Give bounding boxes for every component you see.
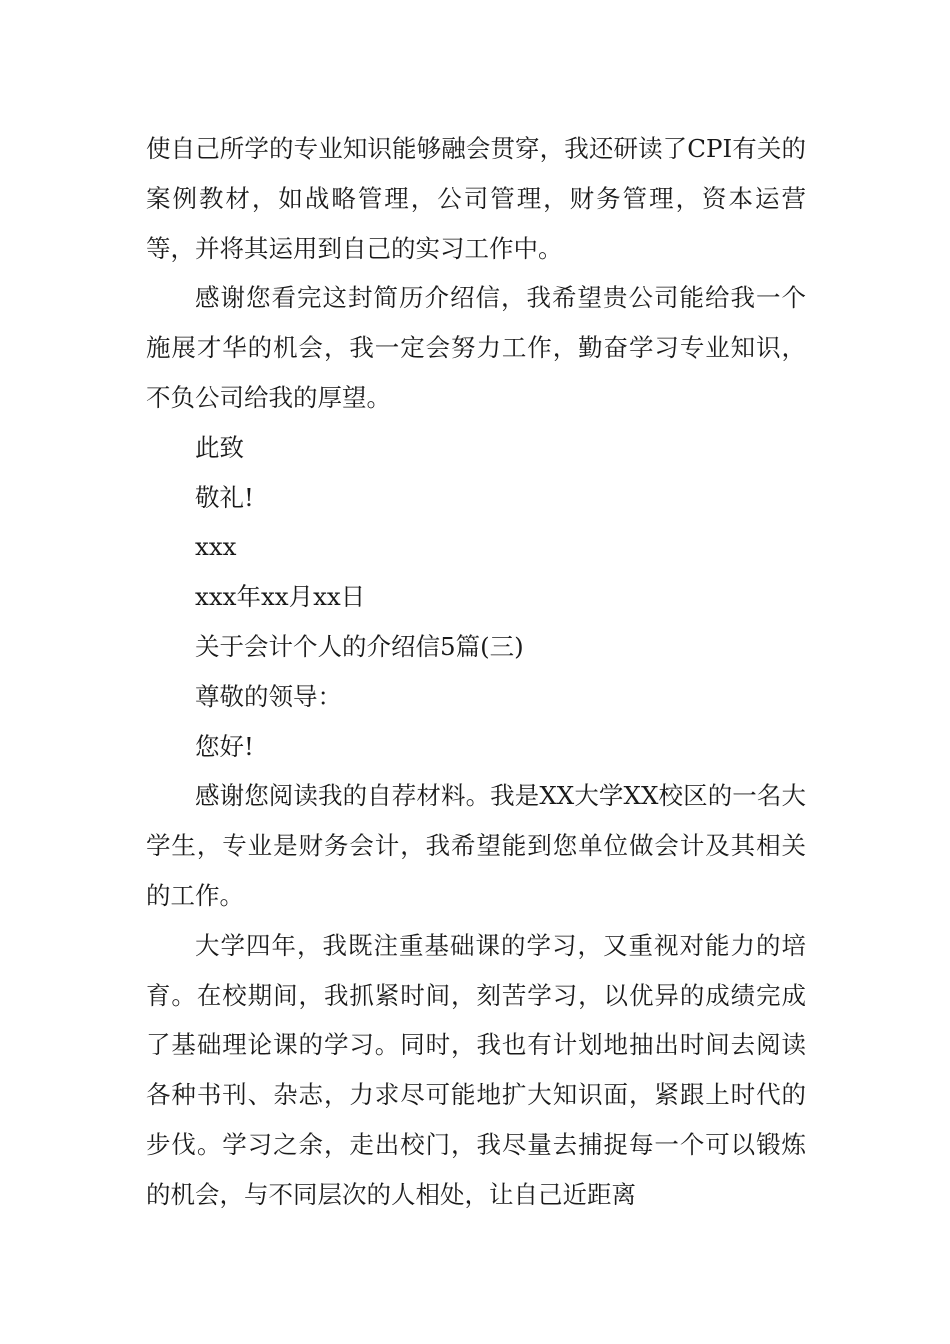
paragraph-intro: 感谢您阅读我的自荐材料。我是XX大学XX校区的一名大学生，专业是财务会计，我希望能到您单位做会计及其相关的工作。 xyxy=(146,781,806,910)
letter-hello: 您好! xyxy=(195,731,254,761)
paragraph-thanks: 感谢您看完这封简历介绍信，我希望贵公司能给我一个施展才华的机会，我一定会努力工作，勤奋学习专业知识，不负公司给我的厚望。 xyxy=(146,283,806,412)
section-title: 关于会计个人的介绍信5篇(三) xyxy=(195,631,524,661)
signature-date: xxx年xx月xx日 xyxy=(195,582,366,612)
letter-greeting: 尊敬的领导： xyxy=(195,681,342,711)
paragraph-study: 大学四年，我既注重基础课的学习，又重视对能力的培育。在校期间，我抓紧时间，刻苦学习，以优异的成绩完成了基础理论课的学习。同时，我也有计划地抽出时间去阅读各种书刊、杂志，力求尽可能地扩大知识面，紧跟上时代的步伐。学习之余，走出校门，我尽量去捕捉每一个可以锻炼的机会，与不同层次的人相处，让自己近距离 xyxy=(146,930,806,1209)
salutation-end: 敬礼! xyxy=(195,482,254,512)
signature-name: xxx xyxy=(195,532,237,562)
document-body xyxy=(146,124,806,1220)
closing-line: 此致 xyxy=(195,432,244,462)
paragraph-continuation: 使自己所学的专业知识能够融会贯穿，我还研读了CPI有关的案例教材，如战略管理，公司管理，财务管理，资本运营等，并将其运用到自己的实习工作中。 xyxy=(146,134,806,263)
